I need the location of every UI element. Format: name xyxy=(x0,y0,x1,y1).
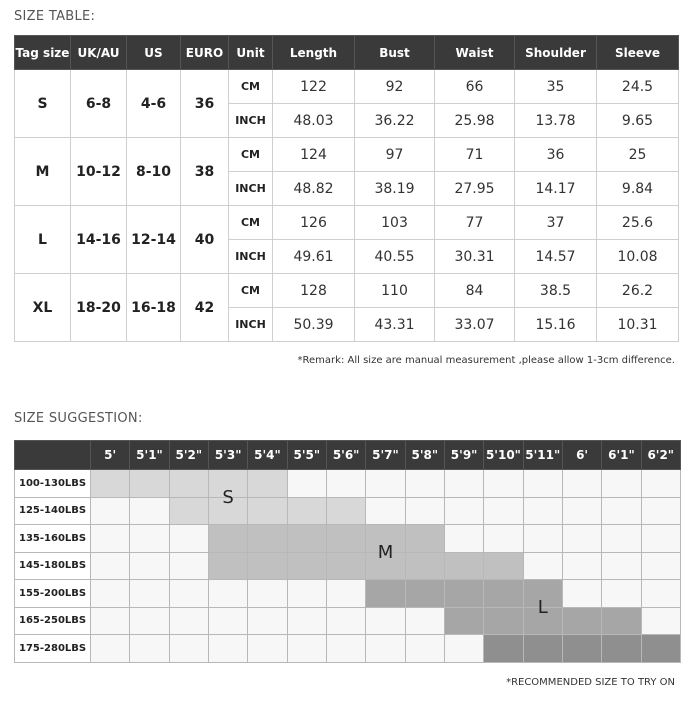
sleeve-cell: 25 xyxy=(597,138,679,172)
size-suggestion-remark: *RECOMMENDED SIZE TO TRY ON xyxy=(506,677,675,688)
suggestion-cell-empty xyxy=(130,552,169,580)
suggestion-cell-l xyxy=(444,607,483,635)
euro-cell: 42 xyxy=(181,274,229,342)
size-row-m-cm xyxy=(15,138,679,172)
suggestion-cell-xl xyxy=(562,635,601,663)
suggestion-cell-empty xyxy=(562,470,601,498)
unit-cell: INCH xyxy=(229,172,273,206)
suggestion-cell-empty xyxy=(169,525,208,553)
suggestion-cell-empty xyxy=(169,635,208,663)
us-cell: 4-6 xyxy=(127,70,181,138)
suggestion-cell-empty xyxy=(602,497,641,525)
header-tag-size: Tag size xyxy=(15,36,71,70)
size-region-label-l: L xyxy=(537,596,548,618)
suggestion-cell-empty xyxy=(405,497,444,525)
weight-label: 125-140LBS xyxy=(15,497,91,525)
suggestion-cell-l xyxy=(562,607,601,635)
bust-cell: 110 xyxy=(355,274,435,308)
sleeve-cell: 24.5 xyxy=(597,70,679,104)
suggestion-cell-xl xyxy=(641,635,680,663)
length-cell: 49.61 xyxy=(273,240,355,274)
suggestion-cell-empty xyxy=(602,470,641,498)
suggestion-cell-empty xyxy=(326,580,365,608)
suggestion-cell-empty xyxy=(484,497,523,525)
weight-row xyxy=(15,635,681,663)
bust-cell: 36.22 xyxy=(355,104,435,138)
suggestion-cell-empty xyxy=(405,635,444,663)
suggestion-cell-l xyxy=(405,580,444,608)
height-header: 5'9" xyxy=(444,441,483,470)
suggestion-cell-m xyxy=(405,552,444,580)
weight-row xyxy=(15,470,681,498)
suggestion-cell-empty xyxy=(169,607,208,635)
shoulder-cell: 36 xyxy=(515,138,597,172)
suggestion-cell-empty xyxy=(444,525,483,553)
unit-cell: CM xyxy=(229,274,273,308)
height-header: 5' xyxy=(91,441,130,470)
size-table-header-row xyxy=(15,36,679,70)
uk-au-cell: 14-16 xyxy=(71,206,127,274)
bust-cell: 43.31 xyxy=(355,308,435,342)
suggestion-cell-s xyxy=(130,470,169,498)
suggestion-cell-s xyxy=(287,497,326,525)
header-us: US xyxy=(127,36,181,70)
suggestion-cell-empty xyxy=(130,525,169,553)
size-table xyxy=(14,35,679,342)
bust-cell: 97 xyxy=(355,138,435,172)
weight-label: 175-280LBS xyxy=(15,635,91,663)
bust-cell: 40.55 xyxy=(355,240,435,274)
height-header: 5'2" xyxy=(169,441,208,470)
uk-au-cell: 10-12 xyxy=(71,138,127,206)
suggestion-cell-m xyxy=(366,525,405,553)
size-table-remark: *Remark: All size are manual measurement ,please allow 1-3cm difference. xyxy=(297,355,675,366)
suggestion-cell-empty xyxy=(169,580,208,608)
header-uk-au: UK/AU xyxy=(71,36,127,70)
suggestion-cell-empty xyxy=(405,470,444,498)
suggestion-cell-empty xyxy=(248,607,287,635)
suggestion-cell-empty xyxy=(562,552,601,580)
suggestion-cell-empty xyxy=(444,470,483,498)
suggestion-cell-empty xyxy=(444,497,483,525)
shoulder-cell: 15.16 xyxy=(515,308,597,342)
suggestion-cell-empty xyxy=(130,635,169,663)
length-cell: 128 xyxy=(273,274,355,308)
suggestion-cell-empty xyxy=(287,470,326,498)
suggestion-cell-m xyxy=(326,525,365,553)
suggestion-cell-m xyxy=(287,525,326,553)
weight-label: 135-160LBS xyxy=(15,525,91,553)
suggestion-cell-s xyxy=(169,470,208,498)
suggestion-cell-empty xyxy=(287,580,326,608)
weight-label: 100-130LBS xyxy=(15,470,91,498)
shoulder-cell: 14.57 xyxy=(515,240,597,274)
weight-row xyxy=(15,580,681,608)
suggestion-cell-empty xyxy=(91,552,130,580)
waist-cell: 27.95 xyxy=(435,172,515,206)
header-length: Length xyxy=(273,36,355,70)
suggestion-cell-empty xyxy=(326,607,365,635)
suggestion-cell-l xyxy=(523,607,562,635)
height-header: 6'1" xyxy=(602,441,641,470)
suggestion-cell-m xyxy=(287,552,326,580)
weight-label: 165-250LBS xyxy=(15,607,91,635)
suggestion-cell-empty xyxy=(444,635,483,663)
suggestion-cell-empty xyxy=(405,607,444,635)
suggestion-cell-s xyxy=(208,470,247,498)
sleeve-cell: 9.65 xyxy=(597,104,679,138)
suggestion-cell-empty xyxy=(641,580,680,608)
suggestion-cell-empty xyxy=(248,635,287,663)
unit-cell: INCH xyxy=(229,308,273,342)
us-cell: 16-18 xyxy=(127,274,181,342)
sleeve-cell: 10.31 xyxy=(597,308,679,342)
sleeve-cell: 9.84 xyxy=(597,172,679,206)
size-suggestion-title: SIZE SUGGESTION: xyxy=(14,411,143,426)
suggestion-cell-empty xyxy=(641,607,680,635)
size-suggestion-table xyxy=(14,440,681,663)
length-cell: 124 xyxy=(273,138,355,172)
euro-cell: 38 xyxy=(181,138,229,206)
suggestion-cell-empty xyxy=(248,580,287,608)
suggestion-cell-empty xyxy=(91,635,130,663)
shoulder-cell: 14.17 xyxy=(515,172,597,206)
suggestion-cell-empty xyxy=(484,470,523,498)
size-row-s-cm xyxy=(15,70,679,104)
suggestion-cell-empty xyxy=(366,635,405,663)
header-shoulder: Shoulder xyxy=(515,36,597,70)
weight-row xyxy=(15,525,681,553)
suggestion-cell-s xyxy=(248,497,287,525)
suggestion-cell-empty xyxy=(523,497,562,525)
header-waist: Waist xyxy=(435,36,515,70)
suggestion-cell-l xyxy=(523,580,562,608)
waist-cell: 66 xyxy=(435,70,515,104)
height-header: 5'5" xyxy=(287,441,326,470)
size-region-label-m: M xyxy=(377,541,394,563)
length-cell: 48.82 xyxy=(273,172,355,206)
size-row-l-cm xyxy=(15,206,679,240)
suggestion-cell-m xyxy=(444,552,483,580)
suggestion-cell-empty xyxy=(602,580,641,608)
suggestion-cell-empty xyxy=(641,552,680,580)
suggestion-cell-l xyxy=(602,607,641,635)
corner-cell xyxy=(15,441,91,470)
suggestion-cell-s xyxy=(248,470,287,498)
suggestion-cell-m xyxy=(248,525,287,553)
bust-cell: 92 xyxy=(355,70,435,104)
header-euro: EURO xyxy=(181,36,229,70)
height-header: 5'6" xyxy=(326,441,365,470)
suggestion-cell-empty xyxy=(523,552,562,580)
suggestion-header-row xyxy=(15,441,681,470)
weight-label: 145-180LBS xyxy=(15,552,91,580)
shoulder-cell: 13.78 xyxy=(515,104,597,138)
sleeve-cell: 10.08 xyxy=(597,240,679,274)
tag-size-cell: M xyxy=(15,138,71,206)
suggestion-cell-empty xyxy=(130,580,169,608)
size-row-xl-cm xyxy=(15,274,679,308)
unit-cell: CM xyxy=(229,138,273,172)
suggestion-cell-l xyxy=(444,580,483,608)
suggestion-cell-s xyxy=(91,470,130,498)
suggestion-cell-empty xyxy=(208,635,247,663)
suggestion-cell-xl xyxy=(523,635,562,663)
euro-cell: 36 xyxy=(181,70,229,138)
sleeve-cell: 26.2 xyxy=(597,274,679,308)
weight-row xyxy=(15,497,681,525)
height-header: 6' xyxy=(562,441,601,470)
suggestion-cell-empty xyxy=(91,607,130,635)
tag-size-cell: L xyxy=(15,206,71,274)
weight-label: 155-200LBS xyxy=(15,580,91,608)
euro-cell: 40 xyxy=(181,206,229,274)
suggestion-cell-empty xyxy=(562,497,601,525)
suggestion-cell-m xyxy=(405,525,444,553)
suggestion-cell-empty xyxy=(484,525,523,553)
bust-cell: 103 xyxy=(355,206,435,240)
suggestion-cell-empty xyxy=(287,635,326,663)
header-unit: Unit xyxy=(229,36,273,70)
suggestion-cell-empty xyxy=(287,607,326,635)
suggestion-cell-empty xyxy=(641,525,680,553)
height-header: 5'11" xyxy=(523,441,562,470)
suggestion-cell-empty xyxy=(366,497,405,525)
tag-size-cell: XL xyxy=(15,274,71,342)
suggestion-cell-empty xyxy=(208,580,247,608)
suggestion-cell-empty xyxy=(91,525,130,553)
suggestion-cell-empty xyxy=(366,607,405,635)
shoulder-cell: 37 xyxy=(515,206,597,240)
unit-cell: CM xyxy=(229,70,273,104)
us-cell: 12-14 xyxy=(127,206,181,274)
suggestion-cell-l xyxy=(366,580,405,608)
bust-cell: 38.19 xyxy=(355,172,435,206)
suggestion-cell-m xyxy=(366,552,405,580)
length-cell: 48.03 xyxy=(273,104,355,138)
weight-row xyxy=(15,552,681,580)
suggestion-cell-empty xyxy=(523,470,562,498)
suggestion-cell-empty xyxy=(208,607,247,635)
height-header: 5'1" xyxy=(130,441,169,470)
suggestion-cell-m xyxy=(208,552,247,580)
sleeve-cell: 25.6 xyxy=(597,206,679,240)
suggestion-cell-empty xyxy=(562,580,601,608)
suggestion-cell-empty xyxy=(366,470,405,498)
header-sleeve: Sleeve xyxy=(597,36,679,70)
suggestion-cell-empty xyxy=(641,470,680,498)
waist-cell: 33.07 xyxy=(435,308,515,342)
unit-cell: CM xyxy=(229,206,273,240)
height-header: 5'3" xyxy=(208,441,247,470)
suggestion-cell-empty xyxy=(130,497,169,525)
height-header: 5'10" xyxy=(484,441,523,470)
suggestion-cell-empty xyxy=(602,552,641,580)
suggestion-cell-empty xyxy=(641,497,680,525)
size-table-title: SIZE TABLE: xyxy=(14,9,96,24)
header-bust: Bust xyxy=(355,36,435,70)
size-region-label-s: S xyxy=(222,486,234,508)
shoulder-cell: 38.5 xyxy=(515,274,597,308)
suggestion-cell-empty xyxy=(91,497,130,525)
waist-cell: 71 xyxy=(435,138,515,172)
weight-row xyxy=(15,607,681,635)
height-header: 5'4" xyxy=(248,441,287,470)
uk-au-cell: 18-20 xyxy=(71,274,127,342)
uk-au-cell: 6-8 xyxy=(71,70,127,138)
waist-cell: 30.31 xyxy=(435,240,515,274)
suggestion-cell-m xyxy=(484,552,523,580)
us-cell: 8-10 xyxy=(127,138,181,206)
length-cell: 126 xyxy=(273,206,355,240)
unit-cell: INCH xyxy=(229,240,273,274)
height-header: 5'7" xyxy=(366,441,405,470)
suggestion-cell-empty xyxy=(91,580,130,608)
waist-cell: 84 xyxy=(435,274,515,308)
suggestion-cell-m xyxy=(248,552,287,580)
suggestion-cell-empty xyxy=(523,525,562,553)
shoulder-cell: 35 xyxy=(515,70,597,104)
suggestion-cell-m xyxy=(326,552,365,580)
suggestion-cell-s xyxy=(169,497,208,525)
suggestion-cell-empty xyxy=(562,525,601,553)
suggestion-cell-s xyxy=(208,497,247,525)
suggestion-cell-empty xyxy=(130,607,169,635)
unit-cell: INCH xyxy=(229,104,273,138)
length-cell: 122 xyxy=(273,70,355,104)
suggestion-cell-l xyxy=(484,580,523,608)
suggestion-cell-s xyxy=(326,497,365,525)
tag-size-cell: S xyxy=(15,70,71,138)
suggestion-cell-empty xyxy=(326,635,365,663)
waist-cell: 25.98 xyxy=(435,104,515,138)
length-cell: 50.39 xyxy=(273,308,355,342)
suggestion-cell-empty xyxy=(326,470,365,498)
suggestion-cell-m xyxy=(208,525,247,553)
waist-cell: 77 xyxy=(435,206,515,240)
suggestion-cell-xl xyxy=(484,635,523,663)
suggestion-cell-empty xyxy=(602,525,641,553)
suggestion-cell-xl xyxy=(602,635,641,663)
height-header: 6'2" xyxy=(641,441,680,470)
height-header: 5'8" xyxy=(405,441,444,470)
suggestion-cell-empty xyxy=(169,552,208,580)
suggestion-cell-l xyxy=(484,607,523,635)
